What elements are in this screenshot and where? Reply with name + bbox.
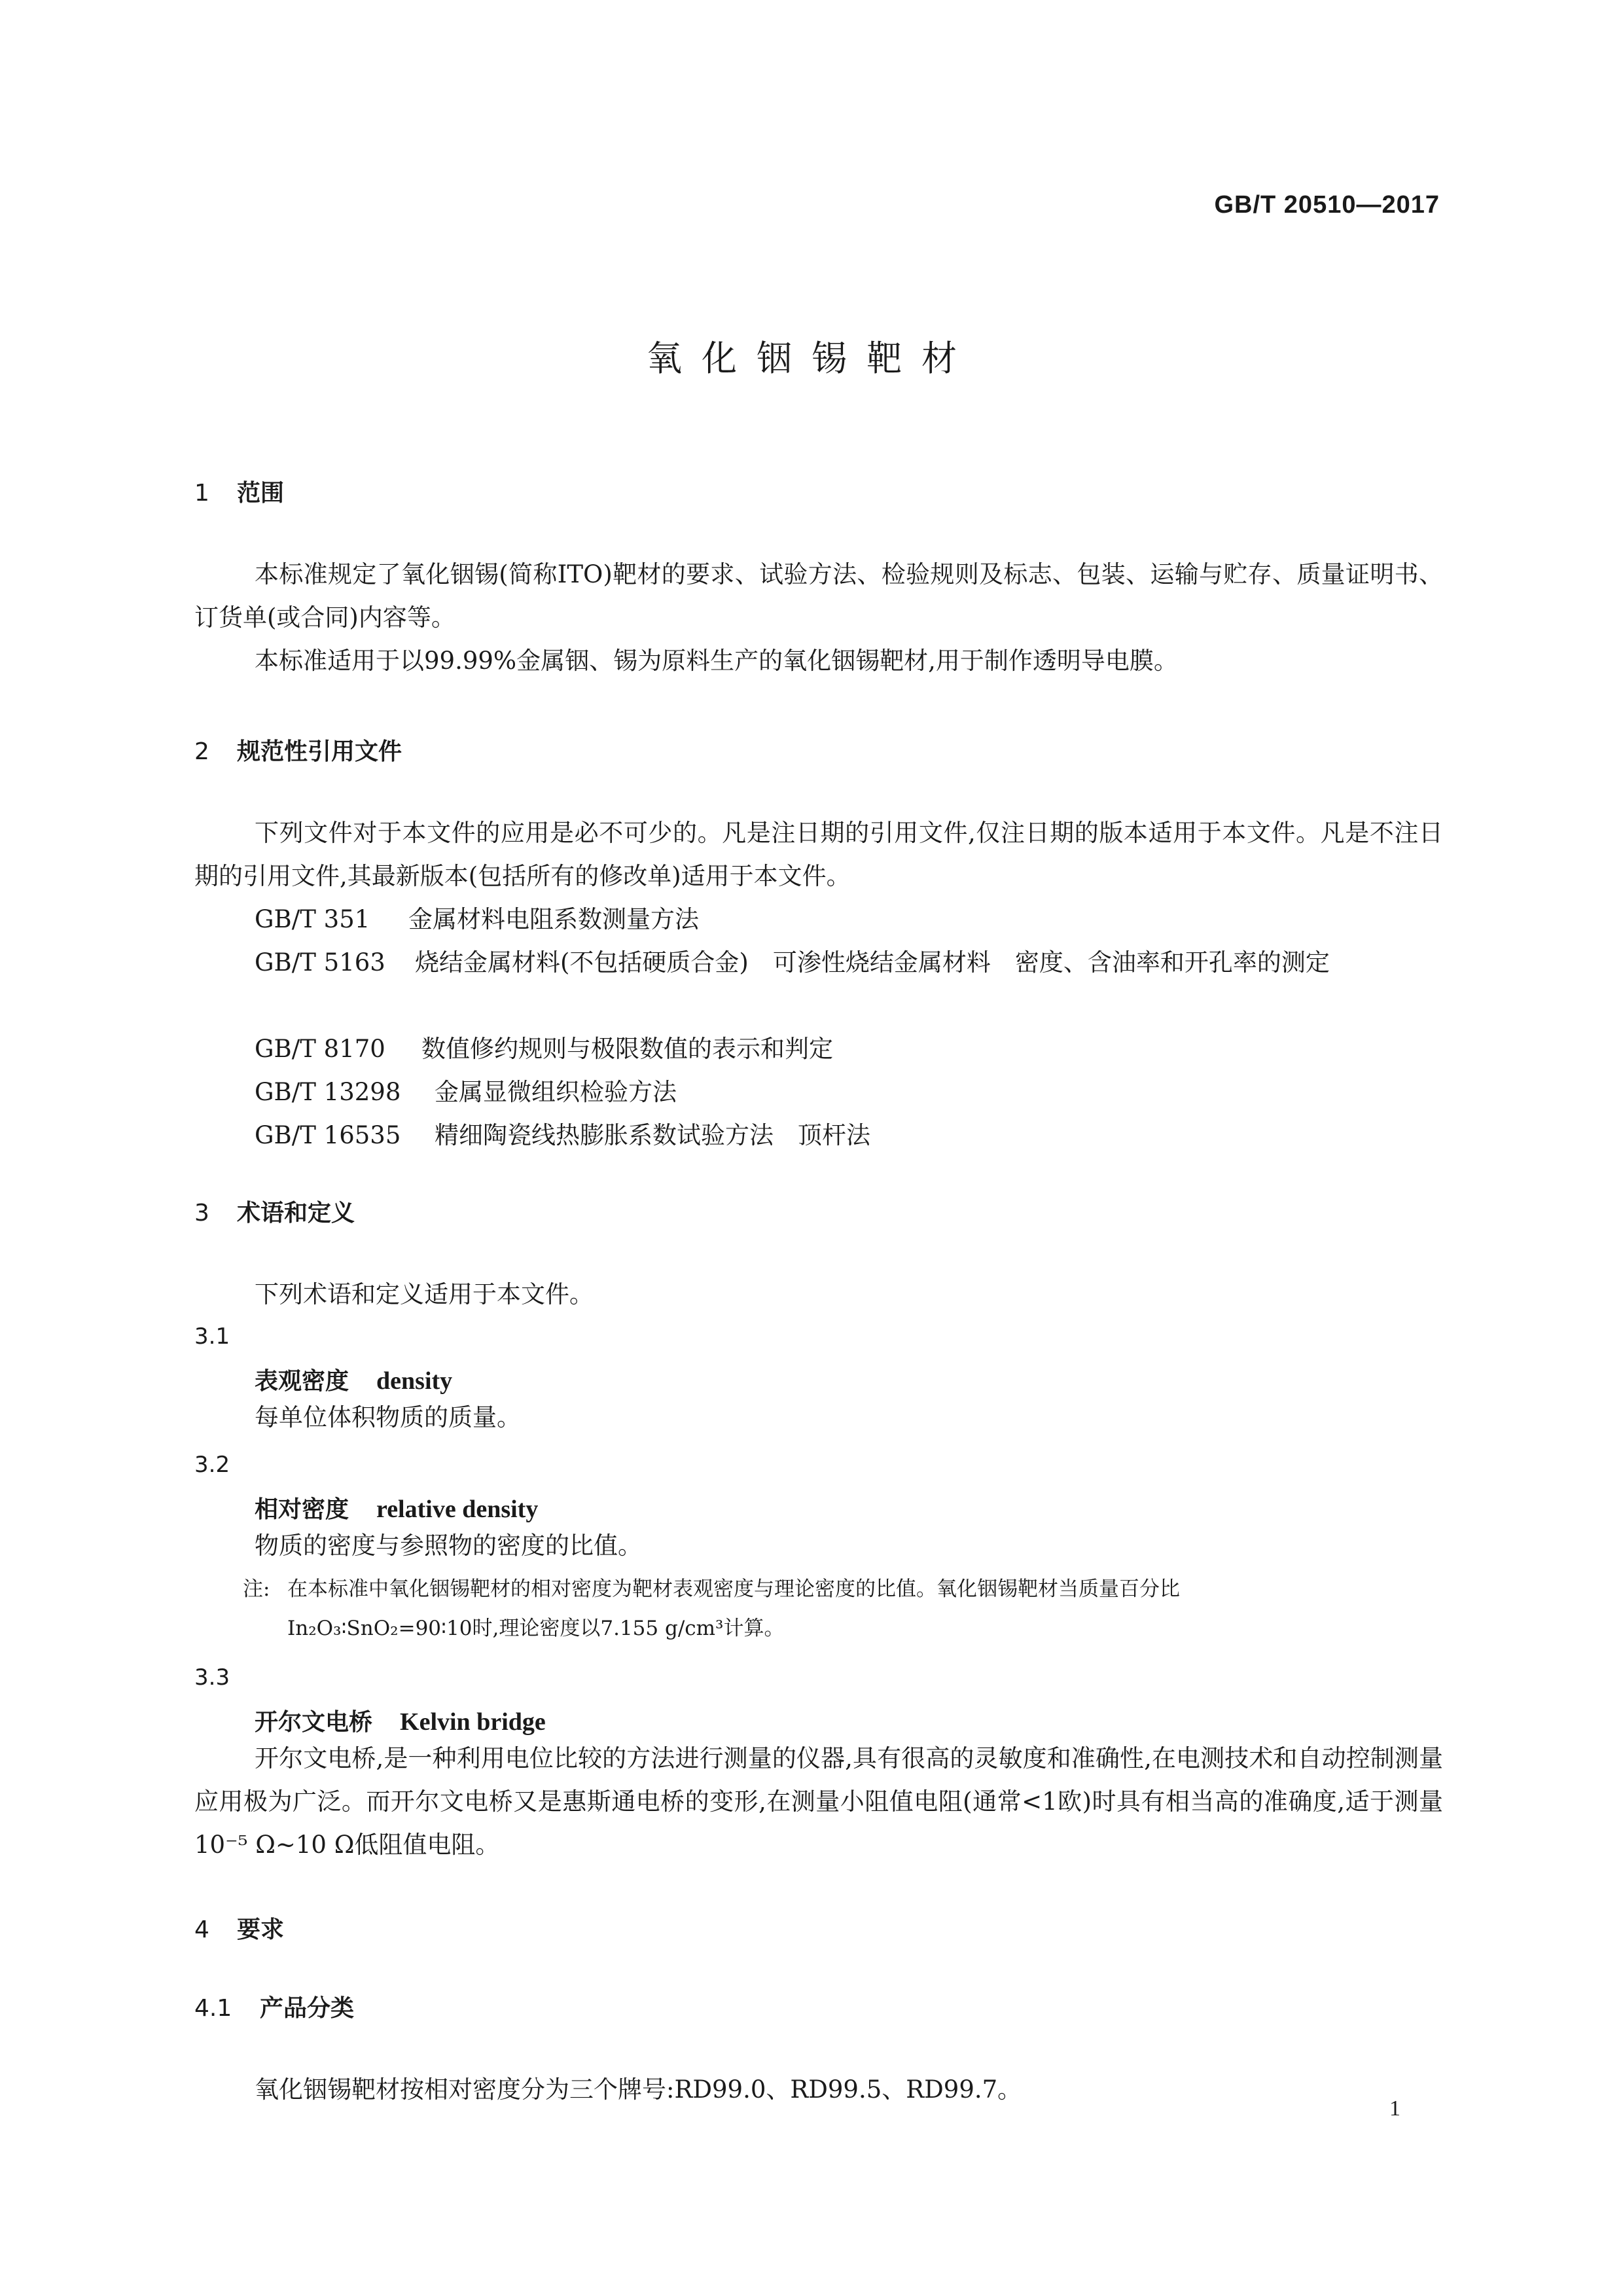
reference-item xyxy=(255,898,699,941)
normative-refs-intro: 下列文件对于本文件的应用是必不可少的。凡是注日期的引用文件,仅注日期的版本适用于本文件。凡是不注日期的引用文件,其最新版本(包括所有的修改单)适用于本文件。 xyxy=(194,819,1443,890)
reference-code: GB/T 5163 xyxy=(255,948,385,977)
standard-code: GB/T 20510—2017 xyxy=(1214,191,1440,219)
term-chinese: 表观密度 xyxy=(255,1368,349,1395)
reference-title: 金属材料电阻系数测量方法 xyxy=(408,905,699,933)
section-number: 1 xyxy=(194,480,209,507)
page-number: 1 xyxy=(1389,2096,1400,2121)
reference-item xyxy=(255,1071,677,1114)
section-title: 术语和定义 xyxy=(237,1200,355,1227)
term-chinese: 开尔文电桥 xyxy=(255,1709,373,1736)
reference-item xyxy=(255,1114,870,1157)
section-number: 4 xyxy=(194,1916,209,1943)
document-title: 氧化铟锡靶材 xyxy=(647,338,976,379)
reference-title: 烧结金属材料(不包括硬质合金) 可渗性烧结金属材料 密度、含油率和开孔率的测定 xyxy=(415,948,1330,977)
reference-code: GB/T 351 xyxy=(255,905,370,933)
term-number: 3.2 xyxy=(194,1452,230,1478)
term-chinese: 相对密度 xyxy=(255,1496,349,1523)
reference-title: 金属显微组织检验方法 xyxy=(435,1078,677,1106)
section-number: 3 xyxy=(194,1200,209,1227)
term-english: relative density xyxy=(376,1496,539,1523)
reference-title: 数值修约规则与极限数值的表示和判定 xyxy=(421,1035,833,1063)
section-number: 2 xyxy=(194,738,209,765)
section-1-heading xyxy=(194,475,284,508)
reference-code: GB/T 8170 xyxy=(255,1035,385,1063)
subsection-4-1-heading xyxy=(194,1990,354,2023)
section-4-heading xyxy=(194,1911,284,1945)
section-3-heading xyxy=(194,1194,355,1228)
section-title: 规范性引用文件 xyxy=(237,738,402,765)
term-heading xyxy=(255,1491,538,1524)
product-classification-text: 氧化铟锡靶材按相对密度分为三个牌号:RD99.0、RD99.5、RD99.7。 xyxy=(255,2075,1022,2104)
term-english: density xyxy=(376,1367,453,1395)
term-definition: 开尔文电桥,是一种利用电位比较的方法进行测量的仪器,具有很高的灵敏度和准确性,在电测技术和自动控制测量应用极为广泛。而开尔文电桥又是惠斯通电桥的变形,在测量小阻值电阻(通常<1欧)时具有相当高的准确度,适于测量10⁻⁵ Ω~10 Ω低阻值电阻。 xyxy=(194,1744,1443,1859)
subsection-number: 4.1 xyxy=(194,1995,232,2022)
section-title: 范围 xyxy=(237,480,285,507)
terms-intro: 下列术语和定义适用于本文件。 xyxy=(255,1280,594,1308)
term-heading xyxy=(255,1363,452,1396)
section-2-heading xyxy=(194,733,402,766)
reference-item xyxy=(255,1028,833,1071)
term-definition: 物质的密度与参照物的密度的比值。 xyxy=(255,1532,642,1560)
note-text-line-2: In₂O₃∶SnO₂=90∶10时,理论密度以7.155 g/cm³计算。 xyxy=(287,1617,785,1640)
section-title: 要求 xyxy=(237,1916,285,1943)
term-number: 3.3 xyxy=(194,1664,230,1691)
term-note xyxy=(243,1570,1180,1609)
term-heading xyxy=(255,1704,546,1737)
reference-item xyxy=(194,941,1443,984)
subsection-title: 产品分类 xyxy=(260,1995,355,2022)
term-definition: 每单位体积物质的质量。 xyxy=(255,1403,521,1431)
scope-paragraph-2: 本标准适用于以99.99%金属铟、锡为原料生产的氧化铟锡靶材,用于制作透明导电膜。 xyxy=(255,647,1178,675)
note-text-line-1: 在本标准中氧化铟锡靶材的相对密度为靶材表观密度与理论密度的比值。氧化铟锡靶材当质量百分比 xyxy=(287,1577,1180,1601)
reference-title: 精细陶瓷线热膨胀系数试验方法 顶杆法 xyxy=(435,1121,870,1149)
reference-code: GB/T 13298 xyxy=(255,1078,401,1106)
scope-paragraph-1: 本标准规定了氧化铟锡(简称ITO)靶材的要求、试验方法、检验规则及标志、包装、运输与贮存、质量证明书、订货单(或合同)内容等。 xyxy=(194,560,1443,632)
note-label: 注: xyxy=(243,1577,270,1601)
term-number: 3.1 xyxy=(194,1323,230,1350)
term-english: Kelvin bridge xyxy=(400,1708,546,1736)
reference-code: GB/T 16535 xyxy=(255,1121,401,1149)
